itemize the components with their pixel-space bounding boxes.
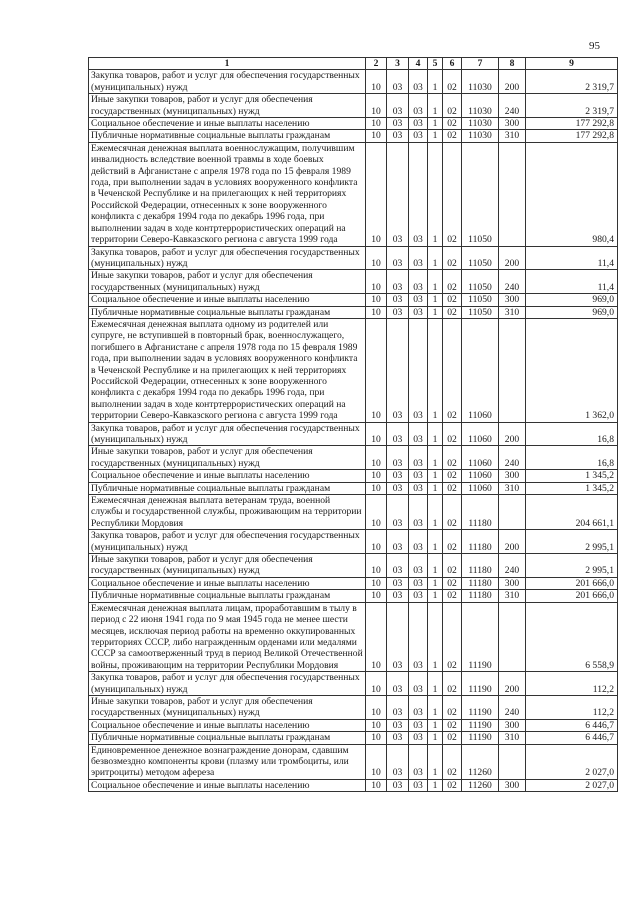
table-row (89, 732, 618, 744)
row-amount: 16,8 (526, 446, 618, 470)
code-direction: 11180 (462, 495, 499, 530)
code-subprogram: 1 (428, 482, 443, 494)
code-expense-type: 310 (499, 130, 526, 142)
table-header-row (89, 58, 618, 70)
code-expense-type: 310 (499, 306, 526, 318)
row-amount: 6 558,9 (526, 602, 618, 671)
code-section: 10 (366, 318, 387, 422)
code-event: 02 (443, 577, 462, 589)
code-event: 02 (443, 94, 462, 118)
code-event: 02 (443, 495, 462, 530)
table-row (89, 695, 618, 719)
table-row (89, 142, 618, 246)
row-amount: 177 292,8 (526, 130, 618, 142)
code-event: 02 (443, 306, 462, 318)
budget-table (88, 57, 618, 792)
code-section: 10 (366, 590, 387, 602)
code-event: 02 (443, 695, 462, 719)
row-name: Социальное обеспечение и иные выплаты населению (89, 118, 366, 130)
code-section: 10 (366, 779, 387, 791)
code-expense-type: 240 (499, 695, 526, 719)
code-direction: 11030 (462, 130, 499, 142)
header-cell: 4 (409, 58, 428, 70)
table-row (89, 530, 618, 554)
code-program: 03 (409, 318, 428, 422)
code-program: 03 (409, 94, 428, 118)
row-name: Закупка товаров, работ и услуг для обеспечения государственных (муниципальных) нужд (89, 422, 366, 446)
code-expense-type: 300 (499, 577, 526, 589)
code-expense-type: 240 (499, 270, 526, 294)
code-program: 03 (409, 270, 428, 294)
code-section: 10 (366, 719, 387, 731)
code-direction: 11190 (462, 719, 499, 731)
table-row (89, 470, 618, 482)
code-expense-type: 240 (499, 554, 526, 578)
code-subprogram: 1 (428, 554, 443, 578)
code-expense-type (499, 318, 526, 422)
row-name: Социальное обеспечение и иные выплаты населению (89, 779, 366, 791)
table-row (89, 446, 618, 470)
code-subsection: 03 (387, 130, 409, 142)
table-row (89, 590, 618, 602)
code-direction: 11260 (462, 779, 499, 791)
code-program: 03 (409, 422, 428, 446)
header-cell: 3 (387, 58, 409, 70)
row-amount: 969,0 (526, 294, 618, 306)
row-name: Публичные нормативные социальные выплаты гражданам (89, 590, 366, 602)
row-amount: 1 345,2 (526, 470, 618, 482)
table-row (89, 94, 618, 118)
row-amount: 177 292,8 (526, 118, 618, 130)
code-section: 10 (366, 577, 387, 589)
code-event: 02 (443, 294, 462, 306)
code-subprogram: 1 (428, 130, 443, 142)
code-direction: 11180 (462, 554, 499, 578)
code-subsection: 03 (387, 294, 409, 306)
code-subsection: 03 (387, 577, 409, 589)
code-expense-type: 200 (499, 672, 526, 696)
code-subsection: 03 (387, 732, 409, 744)
code-subprogram: 1 (428, 270, 443, 294)
code-event: 02 (443, 530, 462, 554)
table-row (89, 118, 618, 130)
code-subprogram: 1 (428, 719, 443, 731)
code-subprogram: 1 (428, 142, 443, 246)
row-amount: 2 995,1 (526, 530, 618, 554)
table-row (89, 719, 618, 731)
code-program: 03 (409, 294, 428, 306)
code-subprogram: 1 (428, 530, 443, 554)
code-expense-type: 200 (499, 246, 526, 270)
row-amount: 112,2 (526, 695, 618, 719)
code-section: 10 (366, 94, 387, 118)
row-amount: 1 345,2 (526, 482, 618, 494)
table-row (89, 779, 618, 791)
code-section: 10 (366, 672, 387, 696)
code-section: 10 (366, 695, 387, 719)
code-section: 10 (366, 142, 387, 246)
row-amount: 2 027,0 (526, 744, 618, 779)
code-subsection: 03 (387, 590, 409, 602)
row-amount: 6 446,7 (526, 732, 618, 744)
table-row (89, 306, 618, 318)
table-row (89, 554, 618, 578)
table-row (89, 294, 618, 306)
code-direction: 11190 (462, 695, 499, 719)
code-expense-type (499, 495, 526, 530)
code-event: 02 (443, 672, 462, 696)
row-amount: 16,8 (526, 422, 618, 446)
code-event: 02 (443, 70, 462, 94)
code-direction: 11050 (462, 294, 499, 306)
code-program: 03 (409, 672, 428, 696)
code-subprogram: 1 (428, 732, 443, 744)
row-amount: 6 446,7 (526, 719, 618, 731)
code-section: 10 (366, 470, 387, 482)
code-event: 02 (443, 590, 462, 602)
table-body (89, 70, 618, 792)
code-direction: 11030 (462, 94, 499, 118)
row-name: Социальное обеспечение и иные выплаты населению (89, 294, 366, 306)
code-section: 10 (366, 530, 387, 554)
code-program: 03 (409, 70, 428, 94)
code-event: 02 (443, 719, 462, 731)
row-name: Иные закупки товаров, работ и услуг для обеспечения государственных (муниципальных) нужд (89, 554, 366, 578)
code-section: 10 (366, 495, 387, 530)
code-expense-type: 200 (499, 422, 526, 446)
code-subprogram: 1 (428, 602, 443, 671)
code-expense-type (499, 602, 526, 671)
code-subsection: 03 (387, 602, 409, 671)
code-event: 02 (443, 470, 462, 482)
code-program: 03 (409, 130, 428, 142)
code-expense-type: 300 (499, 118, 526, 130)
code-subsection: 03 (387, 470, 409, 482)
row-name: Закупка товаров, работ и услуг для обеспечения государственных (муниципальных) нужд (89, 672, 366, 696)
code-direction: 11190 (462, 672, 499, 696)
code-section: 10 (366, 482, 387, 494)
code-expense-type: 300 (499, 470, 526, 482)
table-row (89, 422, 618, 446)
table-row (89, 318, 618, 422)
code-subprogram: 1 (428, 470, 443, 482)
code-expense-type: 310 (499, 732, 526, 744)
code-subprogram: 1 (428, 672, 443, 696)
table-row (89, 70, 618, 94)
code-program: 03 (409, 719, 428, 731)
row-name: Социальное обеспечение и иные выплаты населению (89, 577, 366, 589)
row-name: Ежемесячная денежная выплата одному из родителей или супруге, не вступившей в повторный брак, военнослужащего, погибшего в Афганистане с апреля 1978 года по 15 февраля 1989 года, при выполнении задач в условиях вооруженного конфликта в Чеченской Республике и на прилегающих к ней территориях Российской Федерации, отнесенных к зоне вооруженного конфликта с декабря 1994 года по декабрь 1996 года, при выполнении задач в ходе контртеррористических операций на территории Северо-Кавказского региона с августа 1999 года (89, 318, 366, 422)
code-subsection: 03 (387, 318, 409, 422)
row-amount: 2 319,7 (526, 70, 618, 94)
table-row (89, 672, 618, 696)
code-section: 10 (366, 246, 387, 270)
code-direction: 11190 (462, 602, 499, 671)
row-name: Иные закупки товаров, работ и услуг для обеспечения государственных (муниципальных) нужд (89, 446, 366, 470)
code-program: 03 (409, 590, 428, 602)
code-program: 03 (409, 470, 428, 482)
code-section: 10 (366, 70, 387, 94)
code-section: 10 (366, 446, 387, 470)
code-direction: 11260 (462, 744, 499, 779)
code-subsection: 03 (387, 744, 409, 779)
header-cell: 8 (499, 58, 526, 70)
code-program: 03 (409, 779, 428, 791)
code-direction: 11060 (462, 446, 499, 470)
code-subsection: 03 (387, 672, 409, 696)
code-section: 10 (366, 130, 387, 142)
code-program: 03 (409, 554, 428, 578)
code-event: 02 (443, 744, 462, 779)
code-expense-type: 200 (499, 70, 526, 94)
row-name: Ежемесячная денежная выплата военнослужащим, получившим инвалидность вследствие военной травмы в ходе боевых действий в Афганистане с апреля 1978 года по 15 февраля 1989 года, при выполнении задач в условиях вооруженного конфликта в Чеченской Республике и на прилегающих к ней территориях Российской Федерации, отнесенных к зоне вооруженного конфликта с декабря 1994 года по декабрь 1996 года, при выполнении задач в ходе контртеррористических операций на территории Северо-Кавказского региона с августа 1999 года (89, 142, 366, 246)
code-subprogram: 1 (428, 70, 443, 94)
code-section: 10 (366, 554, 387, 578)
code-direction: 11030 (462, 118, 499, 130)
code-direction: 11060 (462, 422, 499, 446)
row-amount: 11,4 (526, 246, 618, 270)
code-subsection: 03 (387, 422, 409, 446)
code-direction: 11050 (462, 246, 499, 270)
code-subsection: 03 (387, 118, 409, 130)
code-direction: 11060 (462, 482, 499, 494)
code-program: 03 (409, 744, 428, 779)
code-expense-type: 200 (499, 530, 526, 554)
code-expense-type: 240 (499, 446, 526, 470)
code-section: 10 (366, 294, 387, 306)
code-event: 02 (443, 446, 462, 470)
code-program: 03 (409, 246, 428, 270)
code-program: 03 (409, 530, 428, 554)
code-section: 10 (366, 118, 387, 130)
code-subsection: 03 (387, 719, 409, 731)
code-event: 02 (443, 732, 462, 744)
header-cell: 7 (462, 58, 499, 70)
code-section: 10 (366, 422, 387, 446)
header-cell: 2 (366, 58, 387, 70)
code-subprogram: 1 (428, 306, 443, 318)
code-subprogram: 1 (428, 246, 443, 270)
code-subprogram: 1 (428, 446, 443, 470)
code-subsection: 03 (387, 270, 409, 294)
code-subprogram: 1 (428, 118, 443, 130)
code-event: 02 (443, 118, 462, 130)
row-name: Иные закупки товаров, работ и услуг для обеспечения государственных (муниципальных) нужд (89, 695, 366, 719)
code-event: 02 (443, 602, 462, 671)
code-subsection: 03 (387, 306, 409, 318)
code-subprogram: 1 (428, 577, 443, 589)
code-expense-type: 310 (499, 482, 526, 494)
code-direction: 11050 (462, 306, 499, 318)
table-row (89, 130, 618, 142)
code-program: 03 (409, 602, 428, 671)
code-section: 10 (366, 732, 387, 744)
row-name: Социальное обеспечение и иные выплаты населению (89, 719, 366, 731)
code-direction: 11050 (462, 142, 499, 246)
code-direction: 11050 (462, 270, 499, 294)
row-amount: 2 319,7 (526, 94, 618, 118)
code-program: 03 (409, 732, 428, 744)
code-subsection: 03 (387, 70, 409, 94)
code-program: 03 (409, 482, 428, 494)
code-subsection: 03 (387, 94, 409, 118)
code-event: 02 (443, 142, 462, 246)
row-amount: 2 995,1 (526, 554, 618, 578)
code-direction: 11030 (462, 70, 499, 94)
code-subprogram: 1 (428, 422, 443, 446)
row-name: Закупка товаров, работ и услуг для обеспечения государственных (муниципальных) нужд (89, 70, 366, 94)
code-subprogram: 1 (428, 695, 443, 719)
page-number: 95 (589, 40, 600, 52)
code-program: 03 (409, 495, 428, 530)
code-program: 03 (409, 142, 428, 246)
code-expense-type (499, 142, 526, 246)
code-event: 02 (443, 422, 462, 446)
row-name: Иные закупки товаров, работ и услуг для обеспечения государственных (муниципальных) нужд (89, 270, 366, 294)
header-cell: 6 (443, 58, 462, 70)
table-row (89, 577, 618, 589)
code-subprogram: 1 (428, 94, 443, 118)
table-row (89, 495, 618, 530)
code-subsection: 03 (387, 246, 409, 270)
code-event: 02 (443, 130, 462, 142)
code-direction: 11180 (462, 590, 499, 602)
row-name: Публичные нормативные социальные выплаты гражданам (89, 130, 366, 142)
code-expense-type: 300 (499, 719, 526, 731)
code-subsection: 03 (387, 495, 409, 530)
code-direction: 11180 (462, 577, 499, 589)
header-cell: 1 (89, 58, 366, 70)
code-subprogram: 1 (428, 318, 443, 422)
code-event: 02 (443, 246, 462, 270)
row-name: Единовременное денежное вознаграждение донорам, сдавшим безвозмездно компоненты крови (плазму или тромбоциты, или эритроциты) методом афереза (89, 744, 366, 779)
row-name: Публичные нормативные социальные выплаты гражданам (89, 482, 366, 494)
row-amount: 112,2 (526, 672, 618, 696)
row-amount: 11,4 (526, 270, 618, 294)
row-name: Публичные нормативные социальные выплаты гражданам (89, 732, 366, 744)
row-name: Ежемесячная денежная выплата лицам, проработавшим в тылу в период с 22 июня 1941 года по 9 мая 1945 года не менее шести месяцев, исключая период работы на временно оккупированных территориях СССР, либо награжденным орденами или медалями СССР за самоотверженный труд в период Великой Отечественной войны, проживающим на территории Республики Мордовия (89, 602, 366, 671)
code-subprogram: 1 (428, 744, 443, 779)
table-row (89, 602, 618, 671)
row-amount: 204 661,1 (526, 495, 618, 530)
code-subsection: 03 (387, 142, 409, 246)
code-program: 03 (409, 306, 428, 318)
row-name: Публичные нормативные социальные выплаты гражданам (89, 306, 366, 318)
code-section: 10 (366, 306, 387, 318)
code-expense-type: 240 (499, 94, 526, 118)
row-amount: 2 027,0 (526, 779, 618, 791)
row-amount: 980,4 (526, 142, 618, 246)
code-direction: 11060 (462, 470, 499, 482)
code-subprogram: 1 (428, 294, 443, 306)
table-row (89, 744, 618, 779)
code-expense-type: 300 (499, 294, 526, 306)
table-row (89, 482, 618, 494)
code-subprogram: 1 (428, 495, 443, 530)
row-amount: 201 666,0 (526, 590, 618, 602)
code-expense-type: 300 (499, 779, 526, 791)
code-direction: 11180 (462, 530, 499, 554)
row-name: Социальное обеспечение и иные выплаты населению (89, 470, 366, 482)
code-direction: 11060 (462, 318, 499, 422)
code-event: 02 (443, 270, 462, 294)
code-section: 10 (366, 744, 387, 779)
row-name: Закупка товаров, работ и услуг для обеспечения государственных (муниципальных) нужд (89, 246, 366, 270)
row-amount: 969,0 (526, 306, 618, 318)
row-name: Закупка товаров, работ и услуг для обеспечения государственных (муниципальных) нужд (89, 530, 366, 554)
code-program: 03 (409, 118, 428, 130)
row-name: Иные закупки товаров, работ и услуг для обеспечения государственных (муниципальных) нужд (89, 94, 366, 118)
header-cell: 5 (428, 58, 443, 70)
code-subsection: 03 (387, 779, 409, 791)
code-subprogram: 1 (428, 779, 443, 791)
code-program: 03 (409, 695, 428, 719)
code-subsection: 03 (387, 446, 409, 470)
row-amount: 1 362,0 (526, 318, 618, 422)
code-expense-type: 310 (499, 590, 526, 602)
code-subsection: 03 (387, 695, 409, 719)
code-section: 10 (366, 270, 387, 294)
code-direction: 11190 (462, 732, 499, 744)
code-program: 03 (409, 446, 428, 470)
code-subsection: 03 (387, 530, 409, 554)
code-event: 02 (443, 554, 462, 578)
table-row (89, 270, 618, 294)
code-event: 02 (443, 779, 462, 791)
code-event: 02 (443, 482, 462, 494)
code-event: 02 (443, 318, 462, 422)
code-expense-type (499, 744, 526, 779)
table-row (89, 246, 618, 270)
header-cell: 9 (526, 58, 618, 70)
code-subsection: 03 (387, 554, 409, 578)
code-section: 10 (366, 602, 387, 671)
code-program: 03 (409, 577, 428, 589)
row-name: Ежемесячная денежная выплата ветеранам труда, военной службы и государственной службы, проживающим на территории Республики Мордовия (89, 495, 366, 530)
code-subsection: 03 (387, 482, 409, 494)
code-subprogram: 1 (428, 590, 443, 602)
row-amount: 201 666,0 (526, 577, 618, 589)
